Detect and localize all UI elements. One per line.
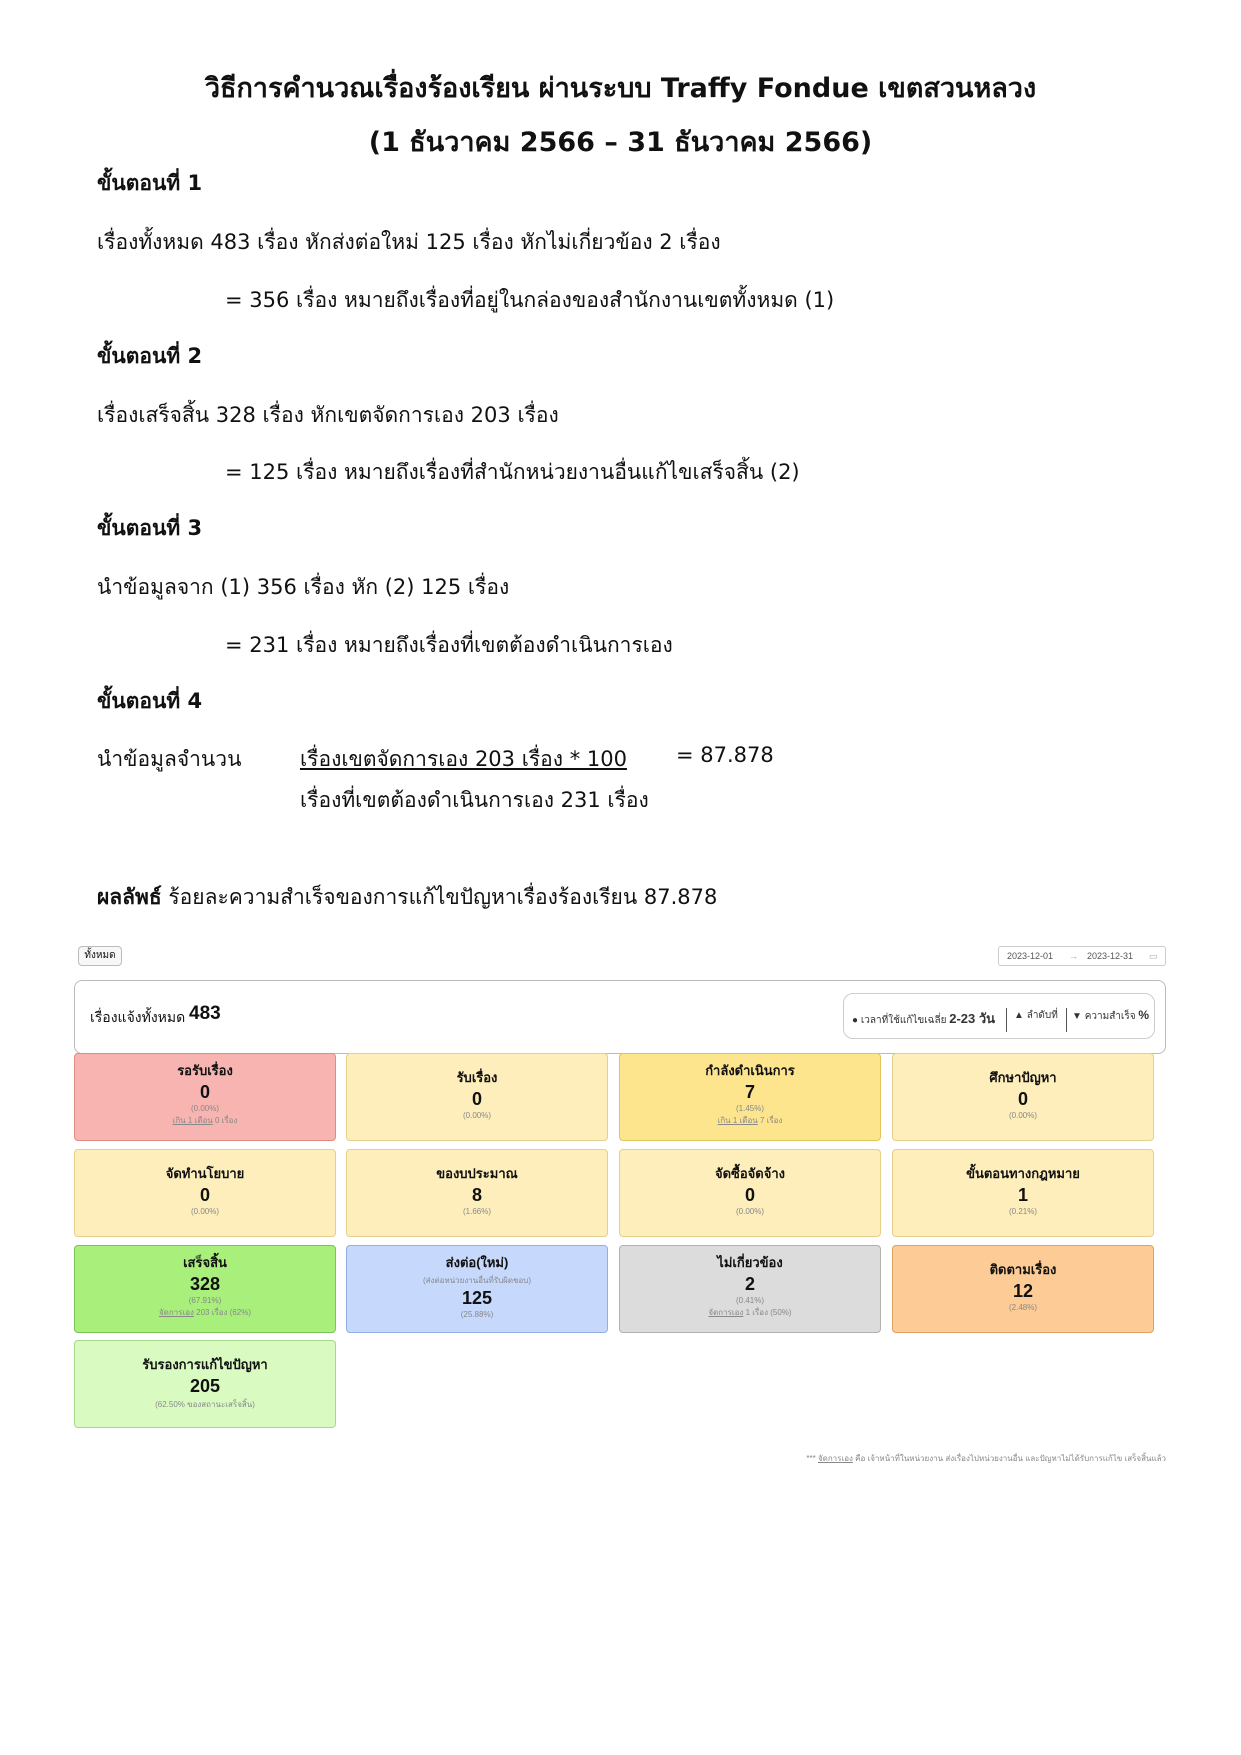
- card-percent: (0.00%): [735, 1207, 764, 1216]
- card-note-link[interactable]: เกิน 1 เดือน: [717, 1116, 758, 1125]
- card-note: [75, 1306, 335, 1319]
- step2-line: เรื่องเสร็จสิ้น 328 เรื่อง หักเขตจัดการเอง 203 เรื่อง: [97, 403, 559, 427]
- card-percent: (2.48%): [1008, 1303, 1037, 1312]
- card-value: 328: [189, 1274, 221, 1294]
- step4-heading: ขั้นตอนที่ 4: [97, 689, 203, 713]
- step1-line: เรื่องทั้งหมด 483 เรื่อง หักส่งต่อใหม่ 125 เรื่อง หักไม่เกี่ยวข้อง 2 เรื่อง: [97, 230, 721, 254]
- status-card[interactable]: [346, 1245, 608, 1333]
- document-subtitle: (1 ธันวาคม 2566 – 31 ธันวาคม 2566): [368, 127, 873, 158]
- card-title: รับเรื่อง: [456, 1070, 498, 1085]
- document-title: วิธีการคำนวณเรื่องร้องเรียน ผ่านระบบ Traffy Fondue เขตสวนหลวง: [204, 73, 1037, 104]
- footnote: *** จัดการเอง คือ เจ้าหน้าที่ในหน่วยงาน ส่งเรื่องไปหน่วยงานอื่น และปัญหาไม่ได้รับการแก้ไข เสร็จสิ้นแล้ว: [806, 1454, 1166, 1463]
- card-value: 8: [471, 1185, 482, 1205]
- divider: [1006, 1008, 1007, 1032]
- card-title: กำลังดำเนินการ: [705, 1063, 795, 1078]
- card-title: จัดซื้อจัดจ้าง: [714, 1166, 785, 1181]
- card-title: ขั้นตอนทางกฎหมาย: [966, 1166, 1080, 1181]
- card-title: รอรับเรื่อง: [177, 1063, 233, 1078]
- card-percent: (0.00%): [1008, 1111, 1037, 1120]
- step2-heading: ขั้นตอนที่ 2: [97, 344, 203, 368]
- card-value: 0: [1017, 1089, 1028, 1109]
- status-card[interactable]: [346, 1149, 608, 1237]
- person-icon: ●: [852, 1015, 859, 1026]
- status-card[interactable]: [346, 1053, 608, 1141]
- card-value: 0: [199, 1185, 210, 1205]
- card-title: ติดตามเรื่อง: [989, 1262, 1057, 1277]
- date-to[interactable]: 2023-12-31: [1087, 951, 1134, 961]
- card-percent: (0.00%): [190, 1207, 219, 1216]
- result-label: ผลลัพธ์: [97, 885, 162, 909]
- card-percent: (62.50% ของสถานะเสร็จสิ้น): [155, 1400, 255, 1409]
- card-value: 2: [744, 1274, 755, 1294]
- card-note: [75, 1114, 335, 1127]
- card-note-text: 203 เรื่อง (62%): [193, 1308, 252, 1317]
- formula-numerator: เรื่องเขตจัดการเอง 203 เรื่อง * 100: [300, 747, 627, 771]
- all-filter-button[interactable]: ทั้งหมด: [78, 946, 122, 966]
- card-percent: (67.91%): [188, 1296, 222, 1305]
- summary-total: 483: [189, 1003, 221, 1024]
- status-card[interactable]: [892, 1245, 1154, 1333]
- status-card[interactable]: [619, 1245, 881, 1333]
- podium-icon: ▲: [1014, 1010, 1024, 1021]
- card-value: 125: [461, 1288, 493, 1308]
- card-note-link[interactable]: จัดการเอง: [158, 1308, 194, 1317]
- card-percent: (1.66%): [462, 1207, 491, 1216]
- card-value: 1: [1017, 1185, 1028, 1205]
- divider: [1066, 1008, 1067, 1032]
- date-from[interactable]: 2023-12-01: [1007, 951, 1054, 961]
- card-value: 205: [189, 1376, 221, 1396]
- card-note-text: 7 เรื่อง: [757, 1116, 783, 1125]
- status-card[interactable]: [619, 1053, 881, 1141]
- date-separator: →: [1069, 951, 1078, 961]
- step3-result: = 231 เรื่อง หมายถึงเรื่องที่เขตต้องดำเนินการเอง: [225, 633, 673, 657]
- card-note-text: 0 เรื่อง: [212, 1116, 238, 1125]
- card-percent: (25.88%): [460, 1310, 494, 1319]
- date-range-picker[interactable]: [998, 946, 1166, 966]
- status-card[interactable]: [74, 1245, 336, 1333]
- card-note-link[interactable]: จัดการเอง: [708, 1308, 744, 1317]
- card-value: 12: [1012, 1281, 1034, 1301]
- card-note: [620, 1114, 880, 1127]
- status-card[interactable]: [74, 1149, 336, 1237]
- card-title: เสร็จสิ้น: [183, 1255, 227, 1270]
- status-card[interactable]: [892, 1149, 1154, 1237]
- status-card[interactable]: [892, 1053, 1154, 1141]
- card-title: รับรองการแก้ไขปัญหา: [142, 1357, 268, 1372]
- card-subtitle: (ส่งต่อหน่วยงานอื่นที่รับผิดชอบ): [422, 1276, 532, 1285]
- calendar-icon[interactable]: ▭: [1149, 951, 1158, 961]
- summary-panel: [74, 980, 1166, 1054]
- summary-label: เรื่องแจ้งทั้งหมด: [90, 1009, 186, 1025]
- result-line: [97, 881, 717, 914]
- result-text: ร้อยละความสำเร็จของการแก้ไขปัญหาเรื่องร้องเรียน 87.878: [161, 885, 718, 909]
- step3-line: นำข้อมูลจาก (1) 356 เรื่อง หัก (2) 125 เรื่อง: [97, 575, 510, 599]
- traffy-dashboard-screenshot: [74, 946, 1166, 1466]
- status-card[interactable]: [74, 1053, 336, 1141]
- step2-result: = 125 เรื่อง หมายถึงเรื่องที่สำนักหน่วยงานอื่นแก้ไขเสร็จสิ้น (2): [225, 460, 800, 484]
- card-title: จัดทำนโยบาย: [165, 1166, 245, 1181]
- trophy-icon: ▼: [1072, 1011, 1082, 1022]
- status-card[interactable]: [619, 1149, 881, 1237]
- card-percent: (0.00%): [190, 1104, 219, 1113]
- card-note-link[interactable]: เกิน 1 เดือน: [172, 1116, 213, 1125]
- rank-stat: ▲ ลำดับที่: [1014, 1010, 1058, 1021]
- card-value: 0: [471, 1089, 482, 1109]
- step1-result: = 356 เรื่อง หมายถึงเรื่องที่อยู่ในกล่องของสำนักงานเขตทั้งหมด (1): [225, 288, 835, 312]
- card-note: [620, 1306, 880, 1319]
- card-percent: (1.45%): [735, 1104, 764, 1113]
- success-stat: ▼ ความสำเร็จ %: [1072, 1008, 1150, 1022]
- avg-time-stat: ● เวลาที่ใช้แก้ไขเฉลี่ย 2-23 วัน: [852, 1011, 996, 1026]
- card-value: 0: [199, 1082, 210, 1102]
- card-percent: (0.00%): [462, 1111, 491, 1120]
- card-note-text: 1 เรื่อง (50%): [743, 1308, 792, 1317]
- card-title: ศึกษาปัญหา: [989, 1070, 1057, 1085]
- formula-result: = 87.878: [676, 743, 774, 767]
- step3-heading: ขั้นตอนที่ 3: [97, 516, 203, 540]
- step1-heading: ขั้นตอนที่ 1: [97, 171, 203, 195]
- card-percent: (0.21%): [1008, 1207, 1037, 1216]
- status-card[interactable]: [74, 1340, 336, 1428]
- formula-denominator: เรื่องที่เขตต้องดำเนินการเอง 231 เรื่อง: [300, 788, 649, 812]
- card-title: ส่งต่อ(ใหม่): [445, 1255, 509, 1270]
- card-title: ไม่เกี่ยวข้อง: [717, 1255, 783, 1270]
- card-value: 7: [744, 1082, 755, 1102]
- card-percent: (0.41%): [735, 1296, 764, 1305]
- step4-label: นำข้อมูลจำนวน: [97, 747, 242, 771]
- card-value: 0: [744, 1185, 755, 1205]
- card-title: ของบประมาณ: [436, 1166, 518, 1181]
- stats-pill: [843, 993, 1155, 1039]
